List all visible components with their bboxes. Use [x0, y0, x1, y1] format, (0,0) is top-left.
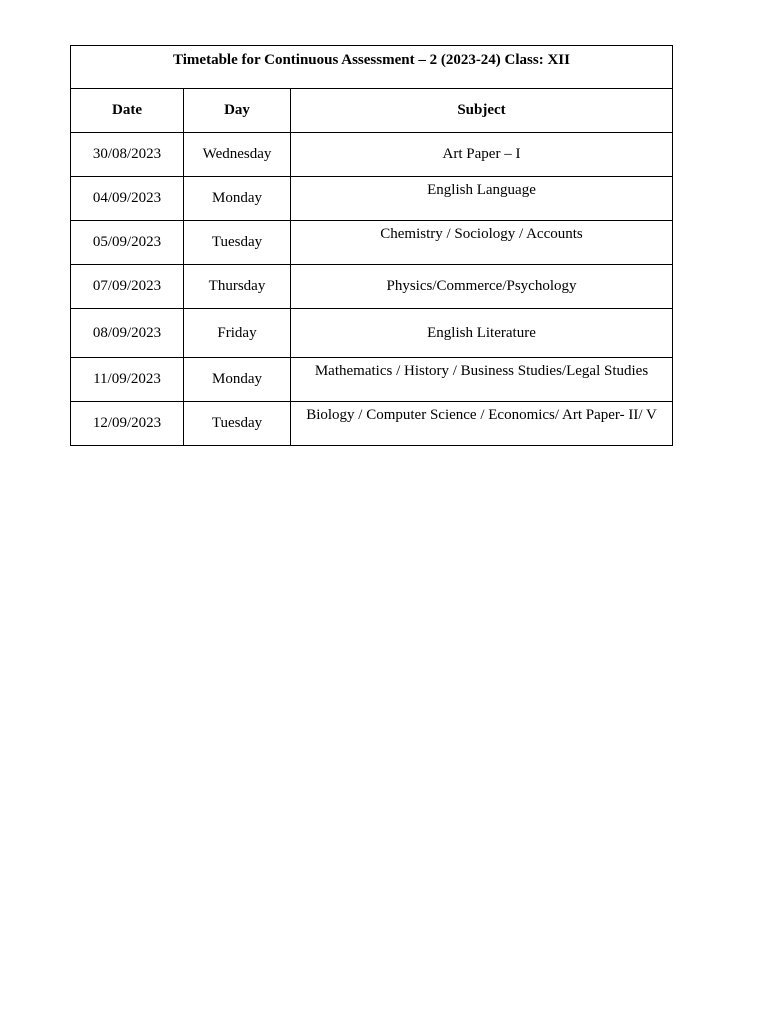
- row-subject: Chemistry / Sociology / Accounts: [291, 221, 673, 265]
- table-row: [71, 265, 673, 309]
- row-day: Monday: [184, 358, 291, 402]
- timetable: [70, 45, 673, 446]
- table-row: [71, 402, 673, 446]
- row-date: 05/09/2023: [71, 221, 184, 265]
- row-date: 12/09/2023: [71, 402, 184, 446]
- row-subject: Biology / Computer Science / Economics/ Art Paper- II/ V: [291, 402, 673, 446]
- timetable-title: Timetable for Continuous Assessment – 2 (2023-24) Class: XII: [71, 46, 673, 89]
- table-row: [71, 309, 673, 358]
- table-row: [71, 358, 673, 402]
- table-row: [71, 221, 673, 265]
- table-row: [71, 133, 673, 177]
- title-row: [71, 46, 673, 89]
- row-subject: Mathematics / History / Business Studies/Legal Studies: [291, 358, 673, 402]
- row-day: Monday: [184, 177, 291, 221]
- table-row: [71, 177, 673, 221]
- header-row: [71, 89, 673, 133]
- row-date: 30/08/2023: [71, 133, 184, 177]
- row-subject: Art Paper – I: [291, 133, 673, 177]
- row-day: Thursday: [184, 265, 291, 309]
- row-subject: English Literature: [291, 309, 673, 358]
- header-subject: Subject: [291, 89, 673, 133]
- row-date: 11/09/2023: [71, 358, 184, 402]
- row-subject: English Language: [291, 177, 673, 221]
- header-date: Date: [71, 89, 184, 133]
- row-day: Tuesday: [184, 402, 291, 446]
- row-date: 08/09/2023: [71, 309, 184, 358]
- row-day: Friday: [184, 309, 291, 358]
- row-subject: Physics/Commerce/Psychology: [291, 265, 673, 309]
- header-day: Day: [184, 89, 291, 133]
- row-day: Wednesday: [184, 133, 291, 177]
- row-date: 04/09/2023: [71, 177, 184, 221]
- row-day: Tuesday: [184, 221, 291, 265]
- row-date: 07/09/2023: [71, 265, 184, 309]
